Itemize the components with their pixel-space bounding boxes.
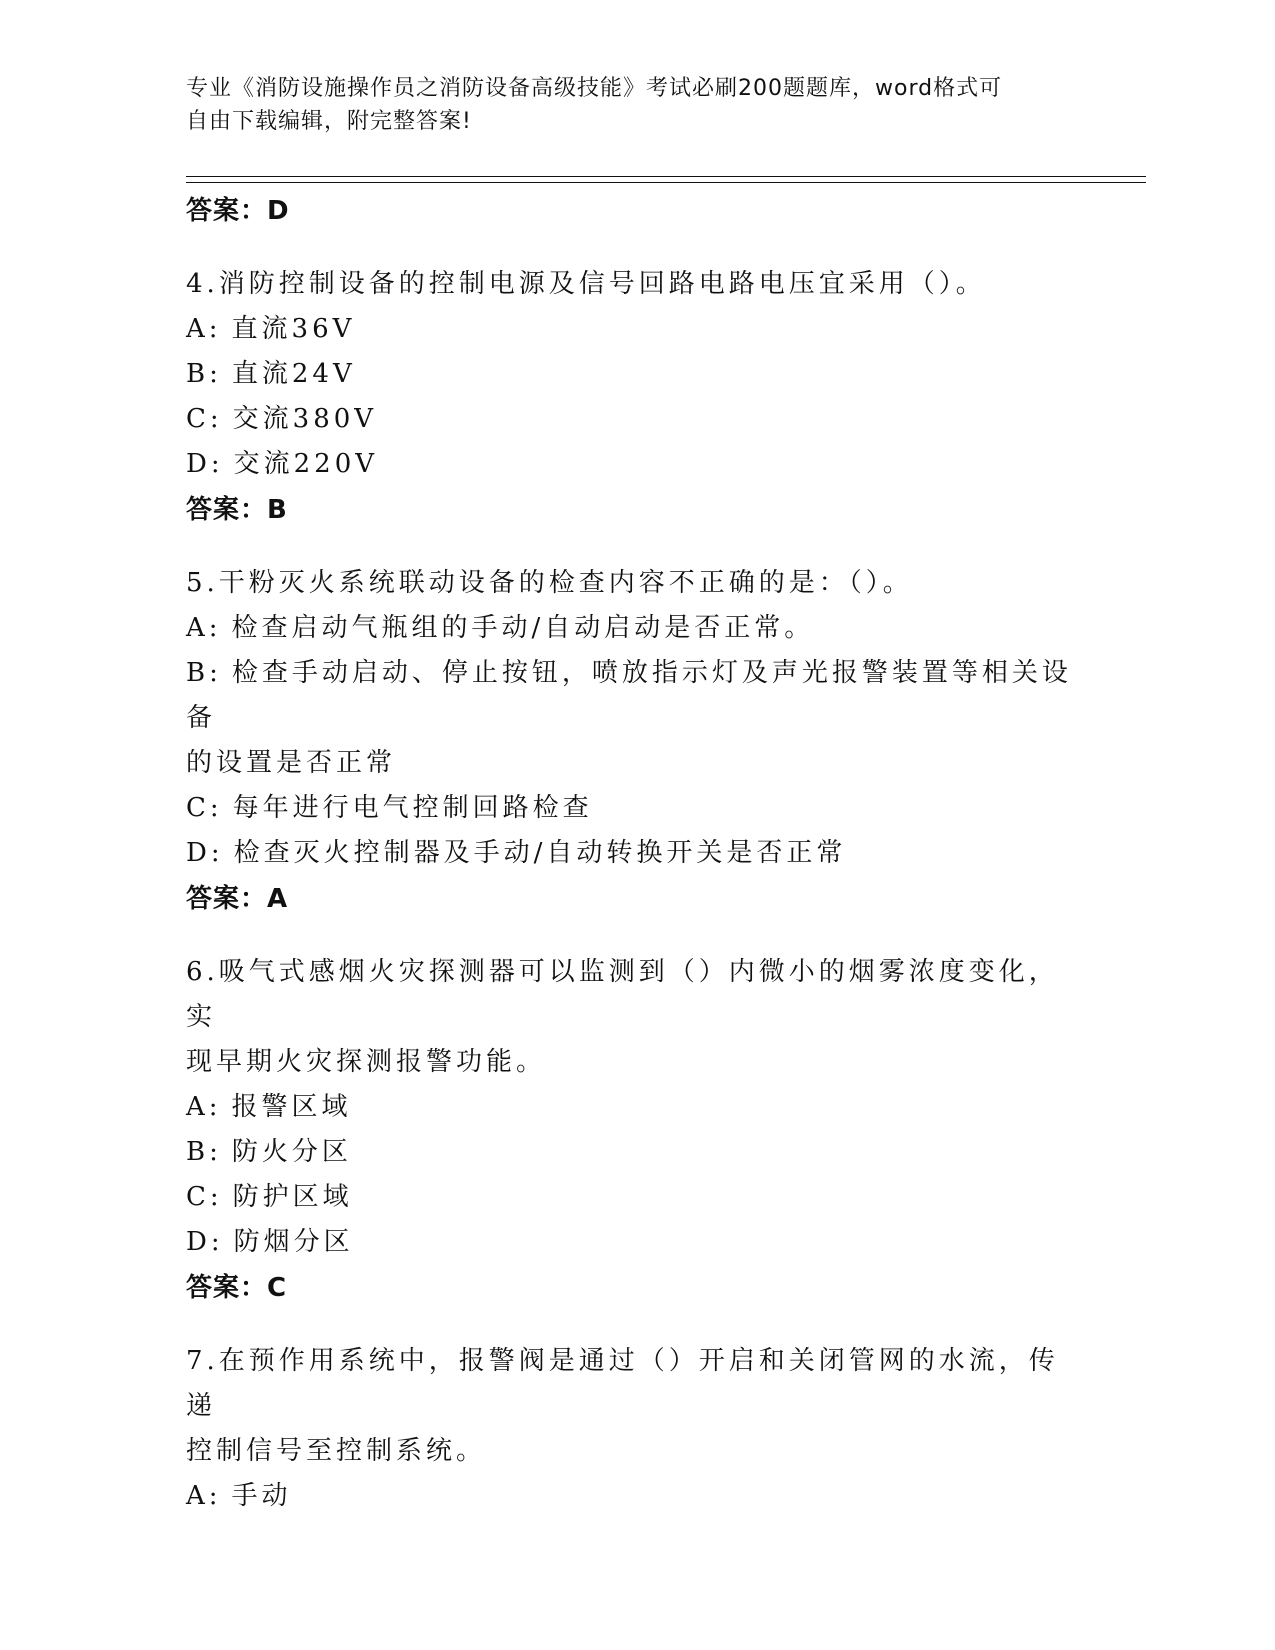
option-key: D: [186,449,224,479]
option-key: A: [186,314,222,344]
answer-option [186,397,1086,442]
option-key: D: [186,1227,224,1257]
answer-option [186,1130,1086,1175]
option-text: 防火分区 [231,1137,352,1167]
question-block [186,1339,1086,1519]
option-key: D: [186,838,224,868]
option-text-continued: 的设置是否正常 [186,748,397,778]
answer-option [186,1220,1086,1265]
question-block [186,950,1086,1311]
answer-line: 答案：A [186,884,289,914]
questions-container [186,262,1086,1519]
answer-option [186,352,1086,397]
option-key: B: [186,658,222,688]
option-text: 交流220V [233,449,379,479]
answer-option [186,442,1086,487]
question-stem: 4.消防控制设备的控制电源及信号回路电路电压宜采用（）。 [186,269,986,299]
answer-option [186,831,1086,876]
answer-option [186,1474,1086,1519]
answer-option [186,606,1086,651]
option-text: 检查启动气瓶组的手动/自动启动是否正常。 [231,613,815,643]
question-block [186,561,1086,922]
question-stem: 6.吸气式感烟火灾探测器可以监测到（）内微小的烟雾浓度变化，实 [186,957,1059,1032]
answer-line: 答案：C [186,1273,288,1303]
option-text: 直流36V [231,314,356,344]
option-text: 交流380V [232,404,378,434]
option-key: C: [186,1182,223,1212]
option-text: 手动 [231,1481,292,1511]
answer-option [186,1085,1086,1130]
header-line-1: 专业《消防设施操作员之消防设备高级技能》考试必刷200题题库，word格式可 [186,76,1003,101]
option-key: A: [186,613,222,643]
question-stem: 控制信号至控制系统。 [186,1436,487,1466]
answer-option [186,651,1086,741]
option-text: 防烟分区 [233,1227,354,1257]
option-text: 防护区域 [232,1182,353,1212]
option-key: B: [186,359,222,389]
option-key: A: [186,1481,222,1511]
option-key: B: [186,1137,222,1167]
answer-line: 答案：B [186,495,288,525]
option-text: 报警区域 [231,1092,352,1122]
option-text: 检查手动启动、停止按钮，喷放指示灯及声光报警装置等相关设备 [186,658,1072,733]
option-text: 直流24V [231,359,356,389]
header-line-2: 自由下载编辑，附完整答案! [186,109,472,134]
header-rule-top [186,176,1146,177]
option-key: C: [186,404,223,434]
option-text: 每年进行电气控制回路检查 [232,793,593,823]
option-text: 检查灭火控制器及手动/自动转换开关是否正常 [233,838,847,868]
option-key: A: [186,1092,222,1122]
answer-option [186,786,1086,831]
answer-line: 答案：D [186,196,290,226]
question-stem: 7.在预作用系统中，报警阀是通过（）开启和关闭管网的水流，传递 [186,1346,1059,1421]
question-stem: 5.干粉灭火系统联动设备的检查内容不正确的是：（）。 [186,568,913,598]
question-block [186,262,1086,533]
question-list [186,188,1086,1547]
question-stem: 现早期火灾探测报警功能。 [186,1047,547,1077]
header-rule-bottom [186,182,1146,183]
option-key: C: [186,793,223,823]
document-header [186,72,1066,138]
answer-option [186,1175,1086,1220]
answer-option [186,307,1086,352]
